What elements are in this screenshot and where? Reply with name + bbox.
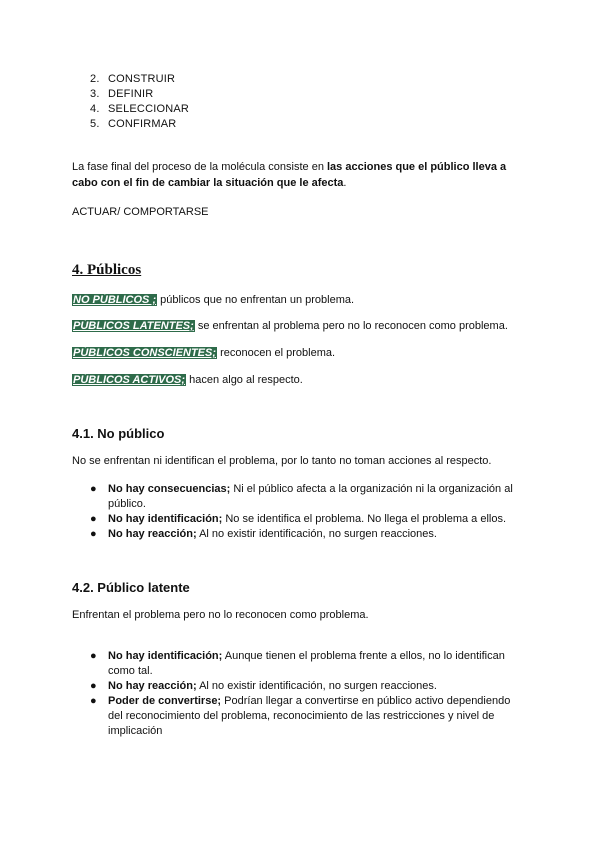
bullet-bold-text: No hay identificación; <box>108 513 223 525</box>
intro-paragraph <box>72 159 522 191</box>
public-type-label: PÚBLICOS CONSCIENTES; <box>73 347 217 359</box>
list-item <box>90 694 520 739</box>
list-item <box>90 527 520 542</box>
list-item <box>90 72 175 86</box>
list-item <box>90 649 520 679</box>
section-intro: Enfrentan el problema pero no lo reconocen como problema. <box>72 609 369 621</box>
public-type-label: PÚBLICOS ACTIVOS; <box>73 374 186 386</box>
list-item <box>90 87 153 101</box>
actuar-line: ACTUAR/ COMPORTARSE <box>72 206 209 218</box>
section-heading-no-publico: 4.1. No público <box>72 426 165 441</box>
public-type-row <box>72 373 303 387</box>
intro-text: La fase final del proceso de la molécula consiste en <box>72 161 327 173</box>
bullet-text: Aunque tienen el problema frente a ellos, no lo identifican como tal. <box>108 650 505 677</box>
public-type-desc: hacen algo al respecto. <box>186 374 303 386</box>
list-item <box>90 512 520 527</box>
section-heading-publicos: 4. Públicos <box>72 262 142 278</box>
public-type-row <box>72 293 354 307</box>
list-text: SELECCIONAR <box>108 103 190 115</box>
list-number: 3. <box>90 88 100 100</box>
bullet-icon: ● <box>90 513 97 525</box>
bullet-text: Podrían llegar a convertirse en público activo dependiendo del reconocimiento del problema, reconocimiento de las restricciones y nivel de implicación <box>108 695 511 737</box>
list-text: CONSTRUIR <box>108 73 176 85</box>
list-number: 2. <box>90 73 100 85</box>
public-type-desc: se enfrentan al problema pero no lo reconocen como problema. <box>194 320 508 332</box>
bullet-icon: ● <box>90 650 97 662</box>
bullet-bold-text: No hay identificación; <box>108 650 223 662</box>
bullet-icon: ● <box>90 695 97 707</box>
public-type-row <box>72 346 335 360</box>
public-type-label: PÚBLICOS LATENTES; <box>73 320 194 332</box>
bullet-text: Al no existir identificación, no surgen reacciones. <box>196 528 437 540</box>
bullet-bold-text: No hay reacción; <box>108 680 197 692</box>
bullet-text: Ni el público afecta a la organización ni la organización al público. <box>108 483 513 510</box>
bullet-text: Al no existir identificación, no surgen reacciones. <box>196 680 437 692</box>
list-item <box>90 117 176 131</box>
bullet-icon: ● <box>90 483 97 495</box>
bullet-icon: ● <box>90 528 97 540</box>
intro-bold-text: las acciones que el público lleva a cabo con el fin de cambiar la situación que le afecta <box>72 161 507 189</box>
list-item <box>90 679 520 694</box>
list-number: 5. <box>90 118 100 130</box>
intro-text-end: . <box>343 177 347 189</box>
section-intro: No se enfrentan ni identifican el problema, por lo tanto no toman acciones al respecto. <box>72 455 492 467</box>
list-text: DEFINIR <box>108 88 154 100</box>
list-number: 4. <box>90 103 100 115</box>
list-text: CONFIRMAR <box>108 118 177 130</box>
public-type-row <box>72 319 508 333</box>
public-type-desc: reconocen el problema. <box>217 347 336 359</box>
list-item <box>90 102 189 116</box>
bullet-bold-text: No hay reacción; <box>108 528 197 540</box>
bullet-bold-text: No hay consecuencias; <box>108 483 231 495</box>
list-item <box>90 482 520 512</box>
bullet-bold-text: Poder de convertirse; <box>108 695 222 707</box>
public-type-label: NO PÚBLICOS ; <box>73 294 157 306</box>
section-heading-publico-latente: 4.2. Público latente <box>72 580 190 595</box>
bullet-text: No se identifica el problema. No llega el problema a ellos. <box>222 513 507 525</box>
bullet-icon: ● <box>90 680 97 692</box>
public-type-desc: públicos que no enfrentan un problema. <box>157 294 355 306</box>
